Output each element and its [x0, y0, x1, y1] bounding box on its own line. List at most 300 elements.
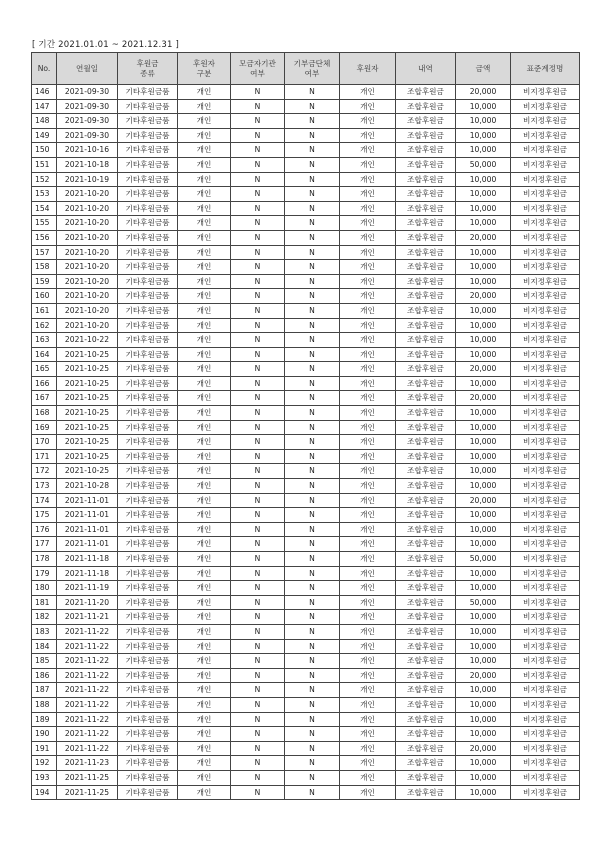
cell-amount: 10,000	[456, 654, 511, 669]
cell-amount: 50,000	[456, 157, 511, 172]
cell-donor_kind: 개인	[178, 479, 231, 494]
cell-date: 2021-09-30	[57, 128, 118, 143]
cell-type: 기타후원금품	[118, 274, 178, 289]
cell-amount: 10,000	[456, 479, 511, 494]
cell-amount: 50,000	[456, 595, 511, 610]
cell-group: N	[285, 449, 340, 464]
cell-amount: 20,000	[456, 230, 511, 245]
cell-amount: 20,000	[456, 391, 511, 406]
cell-donor: 개인	[340, 260, 396, 275]
cell-type: 기타후원금품	[118, 566, 178, 581]
cell-org: N	[231, 245, 285, 260]
cell-detail: 조합후원금	[396, 376, 456, 391]
cell-type: 기타후원금품	[118, 128, 178, 143]
cell-donor: 개인	[340, 712, 396, 727]
cell-detail: 조합후원금	[396, 581, 456, 596]
cell-org: N	[231, 391, 285, 406]
cell-donor: 개인	[340, 245, 396, 260]
cell-date: 2021-11-21	[57, 610, 118, 625]
cell-org: N	[231, 85, 285, 100]
cell-date: 2021-10-20	[57, 274, 118, 289]
cell-type: 기타후원금품	[118, 376, 178, 391]
cell-org: N	[231, 289, 285, 304]
cell-amount: 10,000	[456, 581, 511, 596]
cell-amount: 10,000	[456, 245, 511, 260]
table-row	[32, 274, 580, 289]
cell-amount: 20,000	[456, 493, 511, 508]
cell-org: N	[231, 697, 285, 712]
cell-account: 비지정후원금	[511, 85, 580, 100]
table-row	[32, 624, 580, 639]
table-row	[32, 333, 580, 348]
cell-donor_kind: 개인	[178, 639, 231, 654]
cell-group: N	[285, 128, 340, 143]
cell-account: 비지정후원금	[511, 654, 580, 669]
cell-no: 154	[32, 201, 57, 216]
cell-org: N	[231, 420, 285, 435]
cell-group: N	[285, 99, 340, 114]
cell-amount: 10,000	[456, 201, 511, 216]
cell-donor: 개인	[340, 493, 396, 508]
cell-amount: 10,000	[456, 464, 511, 479]
cell-amount: 10,000	[456, 216, 511, 231]
table-row	[32, 376, 580, 391]
cell-detail: 조합후원금	[396, 85, 456, 100]
cell-detail: 조합후원금	[396, 712, 456, 727]
cell-amount: 10,000	[456, 187, 511, 202]
cell-no: 146	[32, 85, 57, 100]
cell-type: 기타후원금품	[118, 552, 178, 567]
cell-donor: 개인	[340, 420, 396, 435]
cell-account: 비지정후원금	[511, 391, 580, 406]
cell-no: 155	[32, 216, 57, 231]
cell-org: N	[231, 230, 285, 245]
cell-account: 비지정후원금	[511, 756, 580, 771]
cell-date: 2021-10-16	[57, 143, 118, 158]
cell-donor_kind: 개인	[178, 187, 231, 202]
cell-donor_kind: 개인	[178, 741, 231, 756]
cell-org: N	[231, 333, 285, 348]
column-header-donor_kind: 후원자 구분	[178, 53, 231, 85]
cell-detail: 조합후원금	[396, 157, 456, 172]
cell-donor: 개인	[340, 522, 396, 537]
cell-donor: 개인	[340, 668, 396, 683]
cell-donor: 개인	[340, 201, 396, 216]
cell-date: 2021-10-20	[57, 201, 118, 216]
cell-no: 185	[32, 654, 57, 669]
cell-group: N	[285, 683, 340, 698]
cell-amount: 10,000	[456, 727, 511, 742]
cell-detail: 조합후원금	[396, 610, 456, 625]
cell-donor_kind: 개인	[178, 449, 231, 464]
column-header-account: 표준계정명	[511, 53, 580, 85]
cell-detail: 조합후원금	[396, 639, 456, 654]
cell-group: N	[285, 668, 340, 683]
cell-type: 기타후원금품	[118, 420, 178, 435]
cell-account: 비지정후원금	[511, 697, 580, 712]
cell-donor_kind: 개인	[178, 770, 231, 785]
cell-account: 비지정후원금	[511, 770, 580, 785]
cell-date: 2021-10-25	[57, 406, 118, 421]
cell-amount: 10,000	[456, 406, 511, 421]
table-row	[32, 537, 580, 552]
cell-amount: 10,000	[456, 260, 511, 275]
cell-group: N	[285, 318, 340, 333]
table-body	[32, 85, 580, 800]
cell-no: 182	[32, 610, 57, 625]
cell-account: 비지정후원금	[511, 303, 580, 318]
cell-org: N	[231, 639, 285, 654]
cell-donor: 개인	[340, 756, 396, 771]
cell-detail: 조합후원금	[396, 552, 456, 567]
cell-no: 159	[32, 274, 57, 289]
cell-amount: 10,000	[456, 128, 511, 143]
table-row	[32, 201, 580, 216]
cell-donor_kind: 개인	[178, 245, 231, 260]
cell-donor_kind: 개인	[178, 552, 231, 567]
cell-donor: 개인	[340, 566, 396, 581]
cell-org: N	[231, 187, 285, 202]
table-row	[32, 449, 580, 464]
cell-org: N	[231, 318, 285, 333]
table-row	[32, 114, 580, 129]
cell-donor_kind: 개인	[178, 624, 231, 639]
cell-account: 비지정후원금	[511, 435, 580, 450]
table-row	[32, 435, 580, 450]
table-row	[32, 187, 580, 202]
cell-amount: 10,000	[456, 770, 511, 785]
cell-date: 2021-10-22	[57, 333, 118, 348]
cell-group: N	[285, 639, 340, 654]
table-row	[32, 143, 580, 158]
cell-group: N	[285, 785, 340, 800]
cell-account: 비지정후원금	[511, 406, 580, 421]
cell-donor: 개인	[340, 347, 396, 362]
table-row	[32, 610, 580, 625]
cell-donor_kind: 개인	[178, 493, 231, 508]
cell-amount: 10,000	[456, 639, 511, 654]
cell-detail: 조합후원금	[396, 654, 456, 669]
cell-amount: 10,000	[456, 99, 511, 114]
table-row	[32, 391, 580, 406]
cell-date: 2021-10-25	[57, 464, 118, 479]
cell-no: 171	[32, 449, 57, 464]
cell-date: 2021-09-30	[57, 99, 118, 114]
table-row	[32, 260, 580, 275]
cell-donor: 개인	[340, 508, 396, 523]
cell-type: 기타후원금품	[118, 610, 178, 625]
cell-account: 비지정후원금	[511, 143, 580, 158]
cell-type: 기타후원금품	[118, 508, 178, 523]
table-header	[32, 53, 580, 85]
cell-donor: 개인	[340, 552, 396, 567]
cell-no: 163	[32, 333, 57, 348]
cell-donor_kind: 개인	[178, 654, 231, 669]
cell-no: 147	[32, 99, 57, 114]
cell-org: N	[231, 172, 285, 187]
cell-amount: 10,000	[456, 376, 511, 391]
cell-donor: 개인	[340, 654, 396, 669]
cell-amount: 50,000	[456, 552, 511, 567]
cell-org: N	[231, 727, 285, 742]
cell-amount: 20,000	[456, 362, 511, 377]
cell-org: N	[231, 464, 285, 479]
cell-detail: 조합후원금	[396, 785, 456, 800]
cell-no: 194	[32, 785, 57, 800]
cell-no: 187	[32, 683, 57, 698]
period-label: [ 기간 2021.01.01 ~ 2021.12.31 ]	[32, 40, 180, 50]
column-header-no: No.	[32, 53, 57, 85]
cell-no: 156	[32, 230, 57, 245]
cell-account: 비지정후원금	[511, 552, 580, 567]
table-row	[32, 99, 580, 114]
cell-donor: 개인	[340, 157, 396, 172]
cell-detail: 조합후원금	[396, 683, 456, 698]
cell-group: N	[285, 727, 340, 742]
cell-account: 비지정후원금	[511, 727, 580, 742]
cell-type: 기타후원금품	[118, 143, 178, 158]
cell-donor: 개인	[340, 449, 396, 464]
cell-donor: 개인	[340, 624, 396, 639]
cell-detail: 조합후원금	[396, 274, 456, 289]
cell-no: 148	[32, 114, 57, 129]
table-row	[32, 493, 580, 508]
cell-detail: 조합후원금	[396, 216, 456, 231]
cell-group: N	[285, 114, 340, 129]
cell-detail: 조합후원금	[396, 172, 456, 187]
cell-type: 기타후원금품	[118, 172, 178, 187]
cell-date: 2021-11-01	[57, 493, 118, 508]
cell-account: 비지정후원금	[511, 508, 580, 523]
cell-org: N	[231, 128, 285, 143]
cell-amount: 10,000	[456, 537, 511, 552]
table-row	[32, 406, 580, 421]
cell-donor: 개인	[340, 172, 396, 187]
cell-group: N	[285, 508, 340, 523]
cell-donor: 개인	[340, 114, 396, 129]
cell-type: 기타후원금품	[118, 741, 178, 756]
cell-donor: 개인	[340, 303, 396, 318]
cell-no: 162	[32, 318, 57, 333]
cell-account: 비지정후원금	[511, 187, 580, 202]
cell-amount: 10,000	[456, 420, 511, 435]
cell-account: 비지정후원금	[511, 376, 580, 391]
table-row	[32, 552, 580, 567]
cell-group: N	[285, 376, 340, 391]
cell-detail: 조합후원금	[396, 479, 456, 494]
cell-type: 기타후원금품	[118, 756, 178, 771]
cell-detail: 조합후원금	[396, 303, 456, 318]
cell-date: 2021-11-01	[57, 537, 118, 552]
cell-account: 비지정후원금	[511, 624, 580, 639]
cell-donor: 개인	[340, 289, 396, 304]
cell-type: 기타후원금품	[118, 697, 178, 712]
cell-type: 기타후원금품	[118, 435, 178, 450]
cell-amount: 10,000	[456, 435, 511, 450]
cell-detail: 조합후원금	[396, 435, 456, 450]
cell-amount: 10,000	[456, 566, 511, 581]
cell-date: 2021-10-19	[57, 172, 118, 187]
cell-date: 2021-09-30	[57, 85, 118, 100]
cell-donor_kind: 개인	[178, 260, 231, 275]
cell-group: N	[285, 581, 340, 596]
cell-detail: 조합후원금	[396, 668, 456, 683]
cell-type: 기타후원금품	[118, 157, 178, 172]
cell-detail: 조합후원금	[396, 420, 456, 435]
cell-account: 비지정후원금	[511, 610, 580, 625]
cell-group: N	[285, 522, 340, 537]
cell-date: 2021-11-19	[57, 581, 118, 596]
cell-group: N	[285, 333, 340, 348]
cell-amount: 10,000	[456, 683, 511, 698]
cell-no: 181	[32, 595, 57, 610]
cell-donor: 개인	[340, 216, 396, 231]
cell-account: 비지정후원금	[511, 668, 580, 683]
cell-donor_kind: 개인	[178, 581, 231, 596]
cell-group: N	[285, 654, 340, 669]
cell-org: N	[231, 712, 285, 727]
cell-amount: 10,000	[456, 114, 511, 129]
table-row	[32, 245, 580, 260]
cell-donor: 개인	[340, 464, 396, 479]
cell-account: 비지정후원금	[511, 741, 580, 756]
table-row	[32, 697, 580, 712]
cell-date: 2021-11-01	[57, 522, 118, 537]
cell-account: 비지정후원금	[511, 639, 580, 654]
table-row	[32, 756, 580, 771]
cell-date: 2021-11-18	[57, 566, 118, 581]
cell-org: N	[231, 157, 285, 172]
cell-group: N	[285, 624, 340, 639]
cell-detail: 조합후원금	[396, 697, 456, 712]
cell-amount: 10,000	[456, 333, 511, 348]
cell-account: 비지정후원금	[511, 260, 580, 275]
cell-donor_kind: 개인	[178, 128, 231, 143]
cell-detail: 조합후원금	[396, 99, 456, 114]
cell-group: N	[285, 143, 340, 158]
cell-donor: 개인	[340, 727, 396, 742]
cell-no: 175	[32, 508, 57, 523]
cell-no: 180	[32, 581, 57, 596]
cell-no: 166	[32, 376, 57, 391]
cell-donor_kind: 개인	[178, 537, 231, 552]
cell-donor: 개인	[340, 697, 396, 712]
cell-account: 비지정후원금	[511, 128, 580, 143]
cell-date: 2021-11-22	[57, 668, 118, 683]
cell-amount: 10,000	[456, 712, 511, 727]
cell-donor: 개인	[340, 785, 396, 800]
cell-amount: 10,000	[456, 624, 511, 639]
cell-detail: 조합후원금	[396, 449, 456, 464]
cell-date: 2021-10-20	[57, 216, 118, 231]
cell-group: N	[285, 157, 340, 172]
cell-donor: 개인	[340, 581, 396, 596]
cell-donor_kind: 개인	[178, 712, 231, 727]
cell-donor_kind: 개인	[178, 289, 231, 304]
table-row	[32, 128, 580, 143]
cell-group: N	[285, 289, 340, 304]
cell-amount: 10,000	[456, 756, 511, 771]
cell-donor_kind: 개인	[178, 85, 231, 100]
cell-org: N	[231, 785, 285, 800]
cell-group: N	[285, 435, 340, 450]
cell-donor_kind: 개인	[178, 376, 231, 391]
cell-donor_kind: 개인	[178, 406, 231, 421]
cell-no: 189	[32, 712, 57, 727]
cell-detail: 조합후원금	[396, 624, 456, 639]
table-row	[32, 668, 580, 683]
cell-date: 2021-11-01	[57, 508, 118, 523]
table-row	[32, 654, 580, 669]
cell-date: 2021-11-25	[57, 785, 118, 800]
table-row	[32, 595, 580, 610]
cell-type: 기타후원금품	[118, 770, 178, 785]
table-row	[32, 85, 580, 100]
cell-date: 2021-11-22	[57, 741, 118, 756]
cell-group: N	[285, 85, 340, 100]
cell-date: 2021-11-22	[57, 654, 118, 669]
cell-org: N	[231, 114, 285, 129]
cell-no: 153	[32, 187, 57, 202]
cell-donor_kind: 개인	[178, 201, 231, 216]
cell-account: 비지정후원금	[511, 347, 580, 362]
table-row	[32, 785, 580, 800]
cell-donor_kind: 개인	[178, 785, 231, 800]
cell-group: N	[285, 274, 340, 289]
cell-amount: 10,000	[456, 347, 511, 362]
cell-no: 168	[32, 406, 57, 421]
cell-org: N	[231, 201, 285, 216]
cell-date: 2021-11-23	[57, 756, 118, 771]
cell-org: N	[231, 347, 285, 362]
cell-no: 178	[32, 552, 57, 567]
cell-type: 기타후원금품	[118, 187, 178, 202]
cell-group: N	[285, 406, 340, 421]
cell-detail: 조합후원금	[396, 143, 456, 158]
cell-org: N	[231, 376, 285, 391]
cell-donor: 개인	[340, 479, 396, 494]
cell-type: 기타후원금품	[118, 479, 178, 494]
cell-org: N	[231, 508, 285, 523]
table-row	[32, 318, 580, 333]
cell-type: 기타후원금품	[118, 289, 178, 304]
cell-org: N	[231, 143, 285, 158]
cell-type: 기타후원금품	[118, 537, 178, 552]
cell-no: 186	[32, 668, 57, 683]
cell-account: 비지정후원금	[511, 245, 580, 260]
cell-type: 기타후원금품	[118, 493, 178, 508]
table-row	[32, 508, 580, 523]
cell-detail: 조합후원금	[396, 128, 456, 143]
cell-group: N	[285, 610, 340, 625]
cell-donor_kind: 개인	[178, 566, 231, 581]
cell-donor: 개인	[340, 230, 396, 245]
cell-detail: 조합후원금	[396, 508, 456, 523]
cell-account: 비지정후원금	[511, 318, 580, 333]
cell-group: N	[285, 362, 340, 377]
cell-no: 191	[32, 741, 57, 756]
cell-date: 2021-10-20	[57, 187, 118, 202]
cell-org: N	[231, 449, 285, 464]
cell-org: N	[231, 683, 285, 698]
table-row	[32, 289, 580, 304]
cell-date: 2021-11-18	[57, 552, 118, 567]
cell-detail: 조합후원금	[396, 289, 456, 304]
cell-account: 비지정후원금	[511, 333, 580, 348]
cell-donor: 개인	[340, 741, 396, 756]
cell-amount: 10,000	[456, 508, 511, 523]
cell-account: 비지정후원금	[511, 289, 580, 304]
